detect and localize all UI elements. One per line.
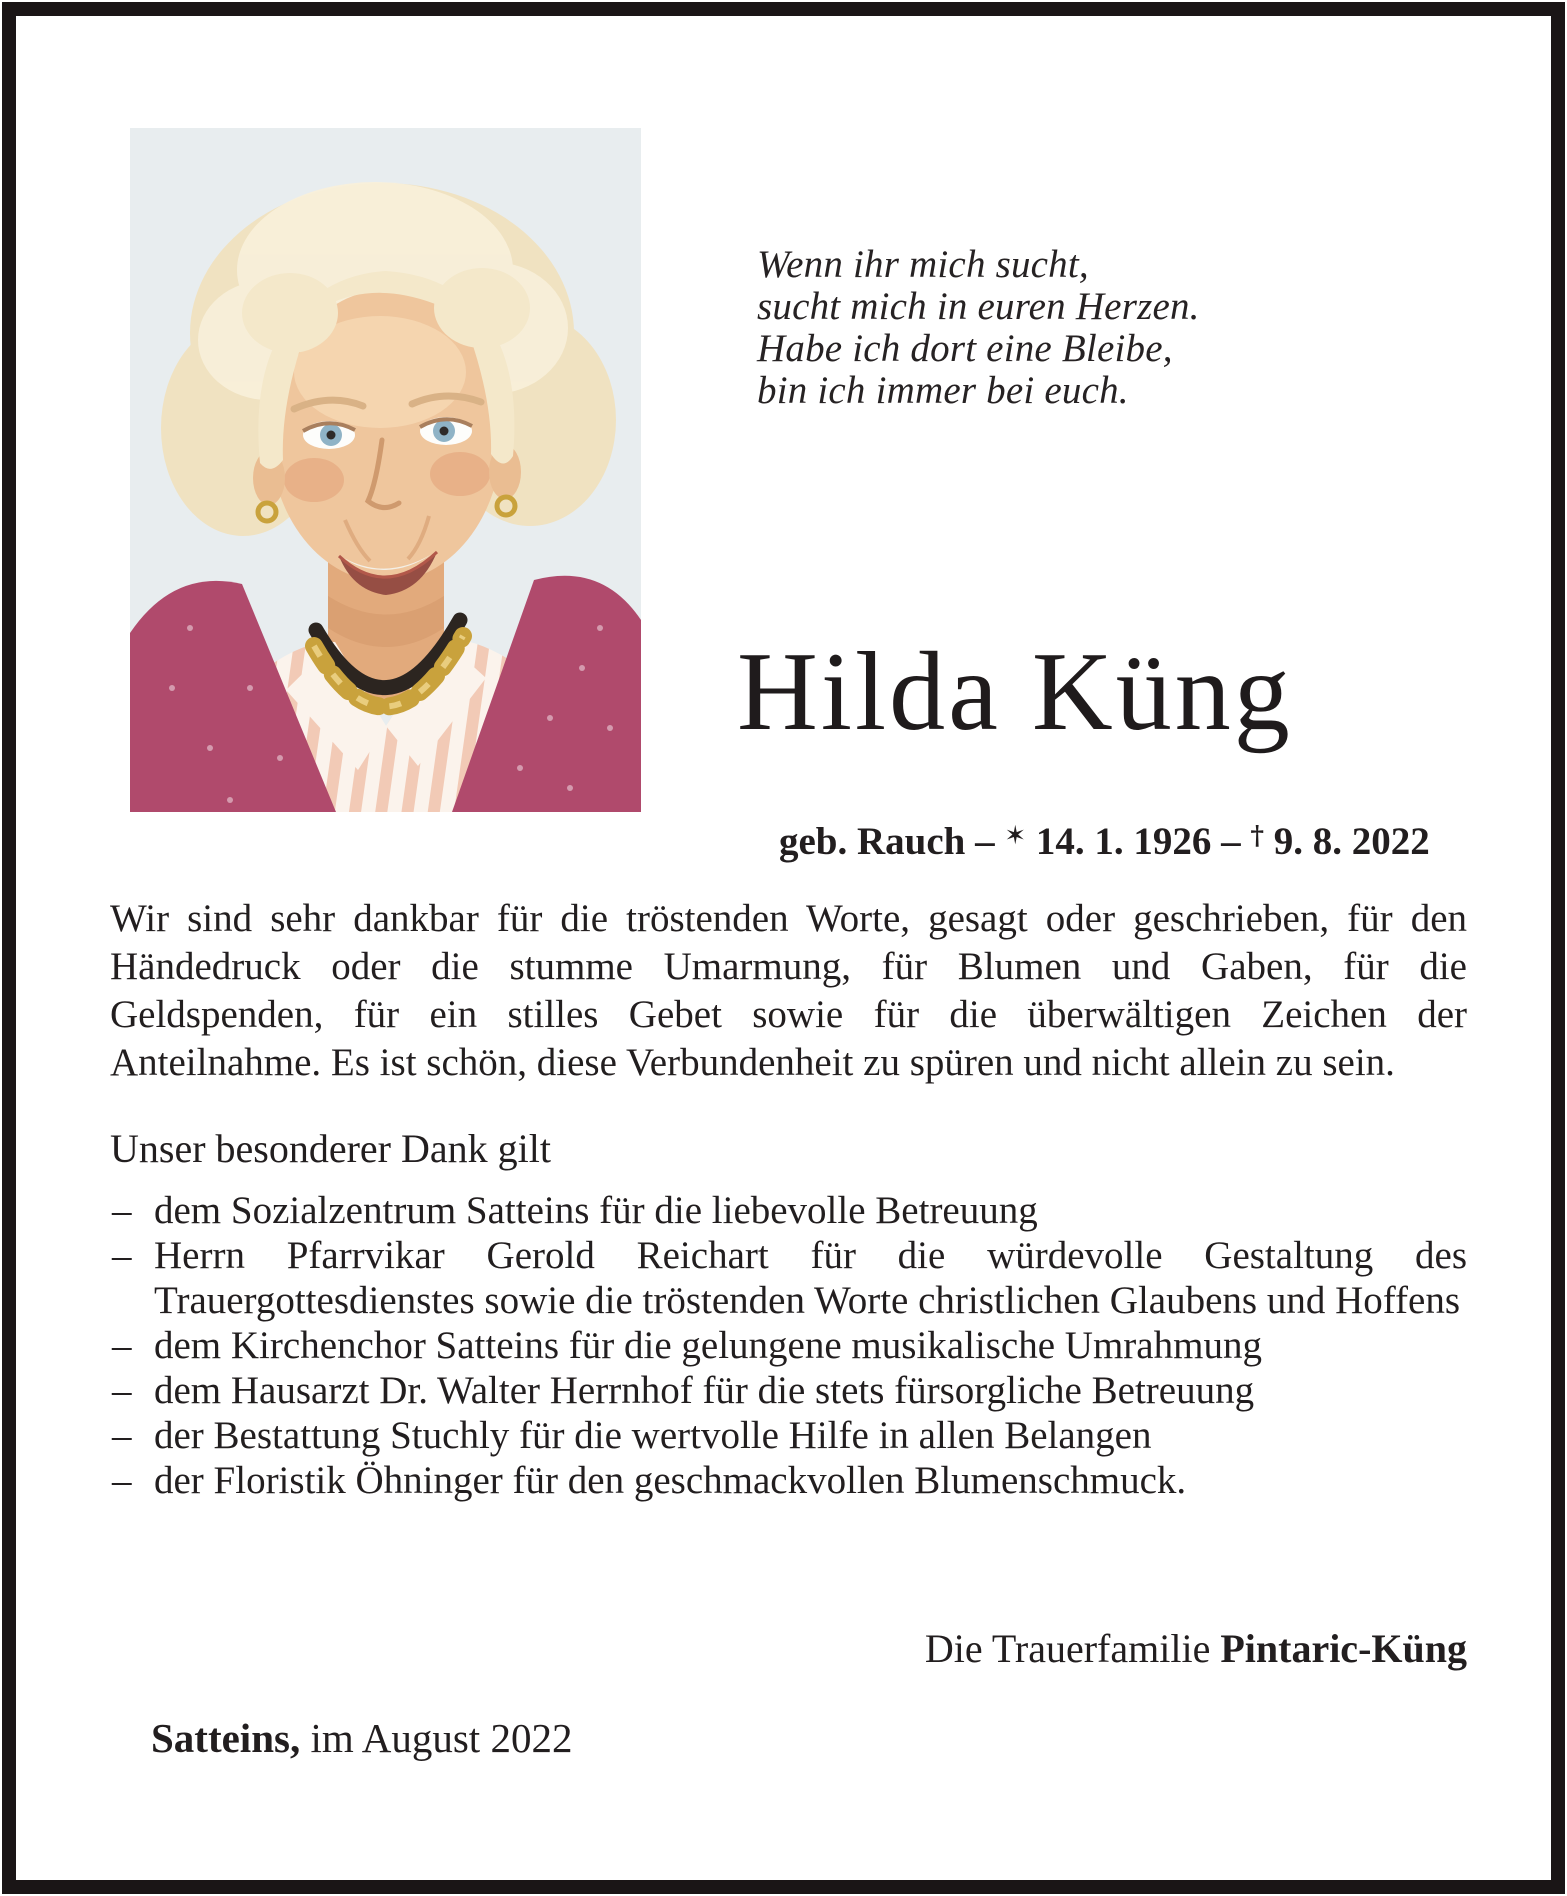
death-date: 9. 8. 2022 — [1264, 820, 1430, 863]
special-thanks-heading: Unser besonderer Dank gilt — [110, 1126, 551, 1171]
dash-bullet: – — [112, 1189, 132, 1232]
dash-bullet: – — [112, 1459, 132, 1502]
place: Satteins, — [151, 1715, 301, 1761]
special-thanks-list — [110, 1188, 1467, 1503]
birth-star-icon: ✶ — [1004, 821, 1027, 851]
maiden-name: geb. Rauch — [779, 820, 966, 863]
dash-bullet: – — [112, 1414, 132, 1457]
closing-text: Die Trauerfamilie — [924, 1626, 1221, 1671]
family-name: Pintaric-Küng — [1220, 1626, 1467, 1671]
poem-line: Habe ich dort eine Bleibe, — [757, 327, 1173, 370]
list-item-text: der Bestattung Stuchly für die wertvolle Hilfe in allen Belangen — [154, 1414, 1152, 1457]
thanks-paragraph: Wir sind sehr dankbar für die tröstenden Worte, gesagt oder geschrieben, für den Händedruck oder die stumme Umarmung, für Blumen und Gaben, für die Geldspenden, für ein stilles Gebet sowie für die überwältigen Zeichen der Anteilnahme. Es ist schön, diese Verbundenheit zu spüren und nicht allein zu sein. — [110, 897, 1467, 1084]
memorial-poem — [757, 244, 1200, 412]
separator: – — [965, 820, 1005, 863]
date: im August 2022 — [300, 1715, 573, 1761]
list-item-text: Herrn Pfarrvikar Gerold Reichart für die würdevolle Gestaltung des Trauergottesdienstes sowie die tröstenden Worte christlichen Glaubens und Hoffens — [154, 1234, 1467, 1322]
list-item — [110, 1458, 1467, 1503]
list-item-text: dem Kirchenchor Satteins für die gelungene musikalische Umrahmung — [154, 1324, 1262, 1367]
list-item-text: der Floristik Öhninger für den geschmackvollen Blumenschmuck. — [154, 1459, 1187, 1502]
poem-line: sucht mich in euren Herzen. — [757, 285, 1200, 328]
portrait-illustration — [130, 128, 641, 812]
dash-bullet: – — [112, 1369, 132, 1412]
death-cross-icon: † — [1250, 821, 1265, 851]
separator: – — [1211, 820, 1251, 863]
poem-line: bin ich immer bei euch. — [757, 369, 1129, 412]
birth-death-line — [740, 770, 1430, 908]
list-item — [110, 1413, 1467, 1458]
deceased-name: Hilda Küng — [737, 630, 1293, 754]
list-item — [110, 1233, 1467, 1323]
list-item — [110, 1188, 1467, 1233]
list-item-text: dem Hausarzt Dr. Walter Herrnhof für die stets fürsorgliche Betreuung — [154, 1369, 1255, 1412]
poem-line: Wenn ihr mich sucht, — [757, 243, 1089, 286]
birth-date: 14. 1. 1926 — [1026, 820, 1212, 863]
dash-bullet: – — [112, 1324, 132, 1367]
dash-bullet: – — [112, 1234, 132, 1277]
portrait-photo — [130, 128, 641, 812]
place-date-line — [110, 1668, 572, 1809]
list-item-text: dem Sozialzentrum Satteins für die liebevolle Betreuung — [154, 1189, 1038, 1232]
list-item — [110, 1323, 1467, 1368]
list-item — [110, 1368, 1467, 1413]
